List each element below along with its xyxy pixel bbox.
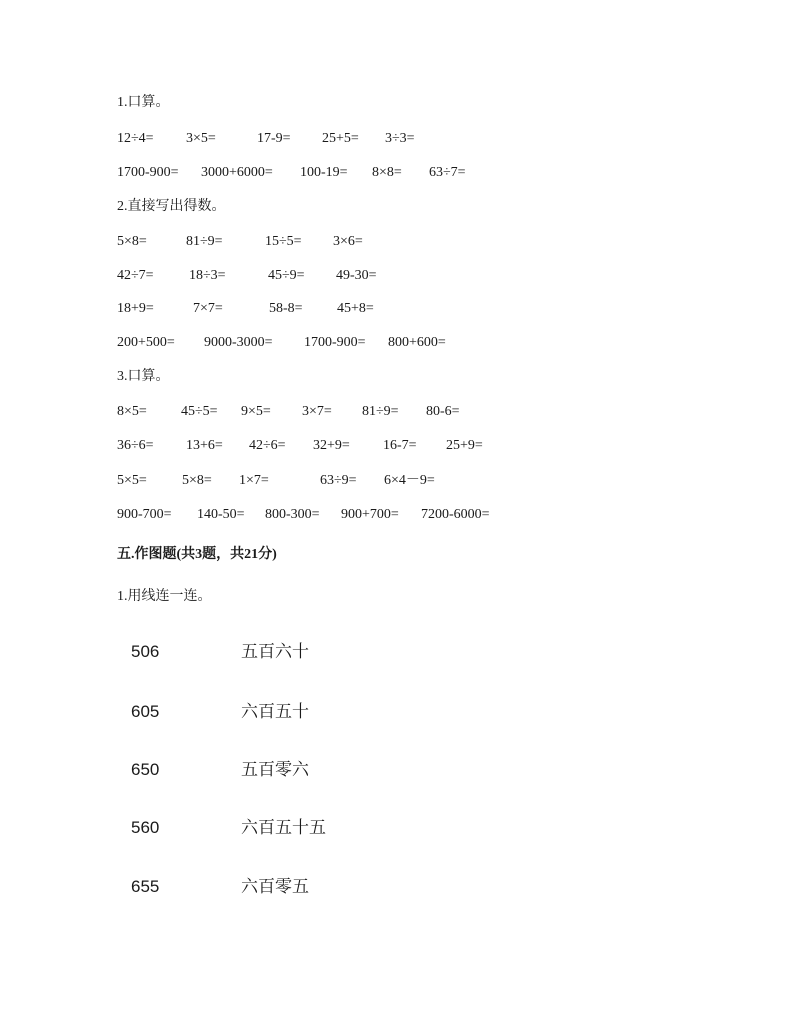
expression: 42÷6= [249,438,286,453]
number-item: 560 [131,818,160,837]
number-item: 506 [131,642,160,661]
expression: 1700-900= [117,165,179,180]
expression: 800-300= [265,507,320,522]
expression: 100-19= [300,165,348,180]
expression: 13+6= [186,438,223,453]
q2-heading: 2.直接写出得数。 [117,199,226,214]
expression: 6×4－9= [384,473,435,488]
q1-heading: 1.口算。 [117,95,170,110]
expression: 16-7= [383,438,417,453]
expression: 200+500= [117,335,175,350]
expression: 140-50= [197,507,245,522]
expression: 3×5= [186,131,216,146]
expression: 3×6= [333,234,363,249]
expression: 15÷5= [265,234,302,249]
expression: 80-6= [426,404,460,419]
word-item: 六百零五 [241,877,309,897]
expression: 18÷3= [189,268,226,283]
expression: 12÷4= [117,131,154,146]
word-item: 六百五十 [241,702,309,722]
expression: 45+8= [337,301,374,316]
expression: 8×5= [117,404,147,419]
expression: 1700-900= [304,335,366,350]
expression: 25+9= [446,438,483,453]
expression: 81÷9= [186,234,223,249]
expression: 49-30= [336,268,377,283]
expression: 17-9= [257,131,291,146]
expression: 63÷9= [320,473,357,488]
expression: 3000+6000= [201,165,273,180]
expression: 7200-6000= [421,507,490,522]
number-item: 650 [131,760,160,779]
number-item: 605 [131,702,160,721]
expression: 45÷5= [181,404,218,419]
expression: 9000-3000= [204,335,273,350]
expression: 3×7= [302,404,332,419]
word-item: 五百零六 [241,760,309,780]
expression: 81÷9= [362,404,399,419]
expression: 18+9= [117,301,154,316]
word-item: 六百五十五 [241,818,326,838]
expression: 8×8= [372,165,402,180]
expression: 5×5= [117,473,147,488]
number-item: 655 [131,877,160,896]
expression: 3÷3= [385,131,415,146]
expression: 9×5= [241,404,271,419]
expression: 42÷7= [117,268,154,283]
q3-heading: 3.口算。 [117,369,170,384]
expression: 45÷9= [268,268,305,283]
s5-q1-heading: 1.用线连一连。 [117,589,212,604]
expression: 58-8= [269,301,303,316]
expression: 63÷7= [429,165,466,180]
expression: 32+9= [313,438,350,453]
section-title: 五.作图题(共3题，共21分) [117,547,277,562]
word-item: 五百六十 [241,642,309,662]
expression: 900-700= [117,507,172,522]
expression: 900+700= [341,507,399,522]
expression: 25+5= [322,131,359,146]
expression: 5×8= [117,234,147,249]
expression: 7×7= [193,301,223,316]
expression: 1×7= [239,473,269,488]
expression: 36÷6= [117,438,154,453]
expression: 800+600= [388,335,446,350]
expression: 5×8= [182,473,212,488]
